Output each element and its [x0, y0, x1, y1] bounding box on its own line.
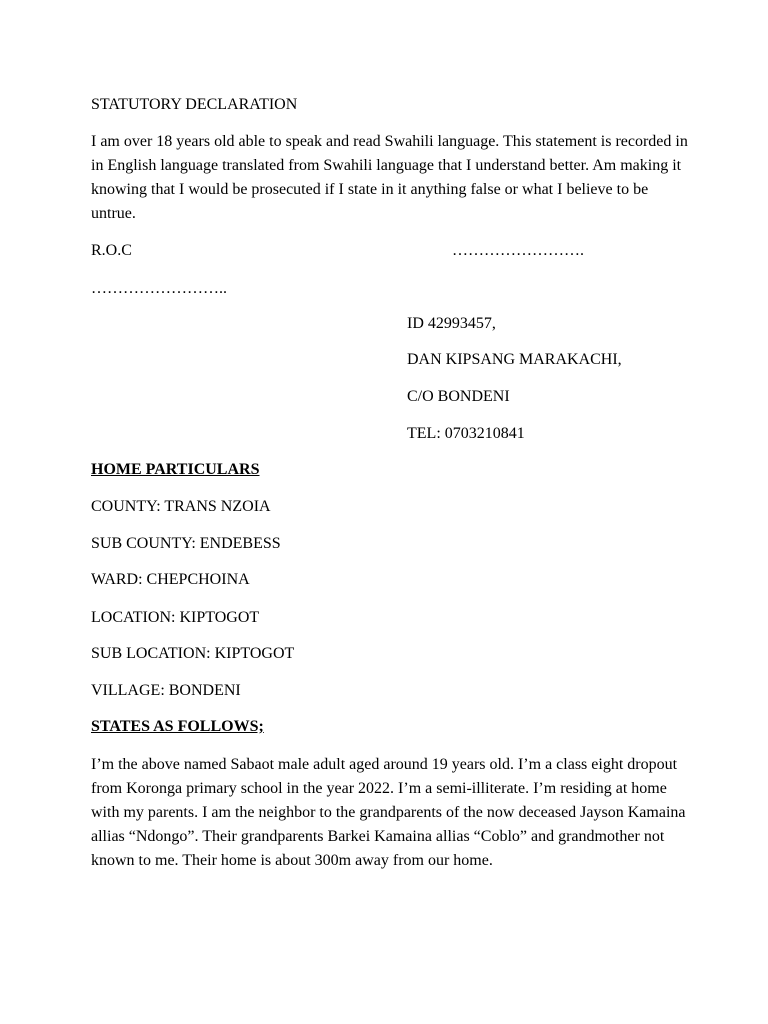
roc-label: R.O.C: [91, 242, 132, 259]
home-particulars-heading: HOME PARTICULARS: [91, 461, 260, 478]
signature-line-right: …………………….: [452, 242, 584, 259]
signature-line-left: ……………………..: [91, 280, 227, 297]
intro-paragraph: I am over 18 years old able to speak and read Swahili language. This statement is recorded in in English language translated from Swahili language that I understand better. Am making it knowing that I would be prosecuted if I state in it anything false or what I believe to be untrue.: [91, 133, 688, 222]
declarant-tel: TEL: 0703210841: [407, 425, 525, 442]
location-line: LOCATION: KIPTOGOT: [91, 609, 260, 626]
statement-paragraph: I’m the above named Sabaot male adult aged around 19 years old. I’m a class eight dropout from Koronga primary school in the year 2022. I’m a semi-illiterate. I’m residing at home with my parents. I am the neighbor to the grandparents of the now deceased Jayson Kamaina allias “Ndongo”. Their grandparents Barkei Kamaina allias “Coblo” and grandmother not known to me. Their home is about 300m away from our home.: [91, 756, 686, 869]
village-line: VILLAGE: BONDENI: [91, 682, 241, 699]
document-title: STATUTORY DECLARATION: [91, 96, 298, 113]
declarant-name: DAN KIPSANG MARAKACHI,: [407, 351, 622, 368]
states-heading: STATES AS FOLLOWS;: [91, 718, 264, 735]
declarant-id: ID 42993457,: [407, 315, 496, 332]
sub-location-line: SUB LOCATION: KIPTOGOT: [91, 645, 295, 662]
county-line: COUNTY: TRANS NZOIA: [91, 498, 271, 515]
ward-line: WARD: CHEPCHOINA: [91, 571, 250, 588]
declarant-address: C/O BONDENI: [407, 388, 510, 405]
sub-county-line: SUB COUNTY: ENDEBESS: [91, 535, 281, 552]
